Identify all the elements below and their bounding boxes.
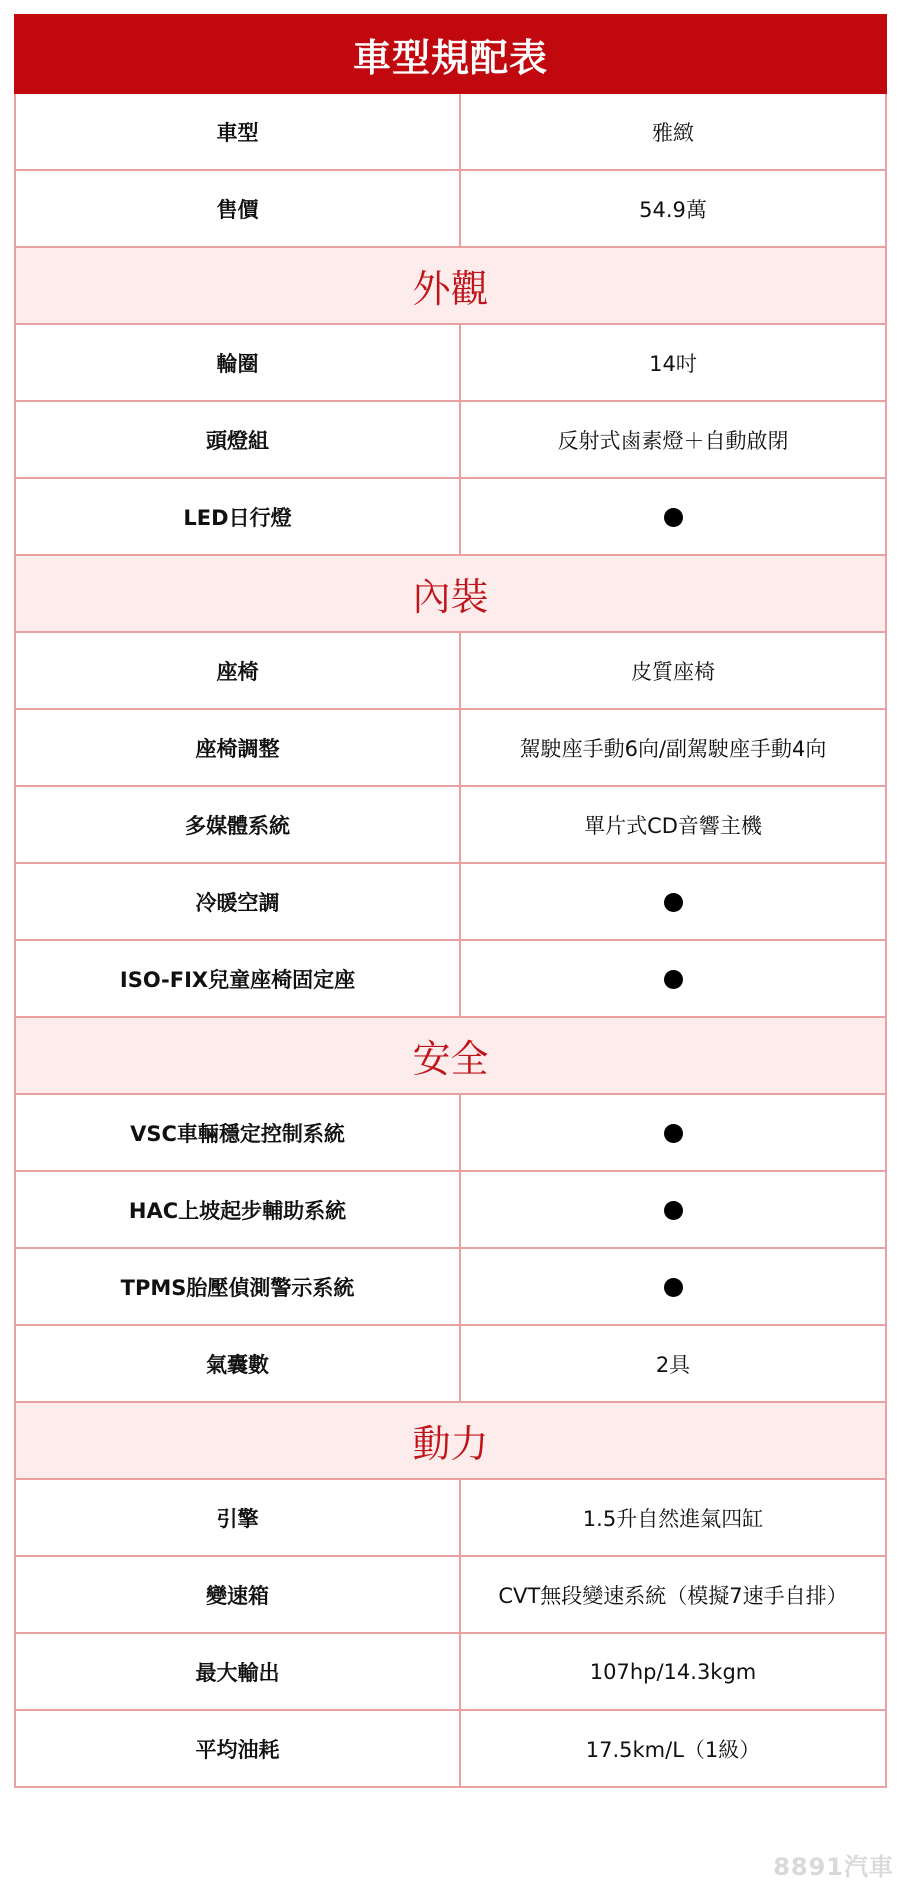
section-title: 外觀 bbox=[15, 247, 886, 324]
table-row bbox=[15, 1556, 886, 1633]
row-label: 引擎 bbox=[15, 1479, 460, 1556]
row-label: 售價 bbox=[15, 170, 460, 247]
row-label: 座椅調整 bbox=[15, 709, 460, 786]
section-title: 內裝 bbox=[15, 555, 886, 632]
row-value: 54.9萬 bbox=[460, 170, 886, 247]
equipped-dot-icon bbox=[664, 893, 683, 912]
row-value: 單片式CD音響主機 bbox=[460, 786, 886, 863]
row-label: 冷暖空調 bbox=[15, 863, 460, 940]
table-row bbox=[15, 1171, 886, 1248]
row-value: 2具 bbox=[460, 1325, 886, 1402]
table-row bbox=[15, 863, 886, 940]
table-title: 車型規配表 bbox=[15, 15, 886, 93]
row-value: 1.5升自然進氣四缸 bbox=[460, 1479, 886, 1556]
table-row bbox=[15, 786, 886, 863]
equipped-dot-icon bbox=[664, 1278, 683, 1297]
section-header-safety bbox=[15, 1017, 886, 1094]
table-row bbox=[15, 632, 886, 709]
section-header-powertrain bbox=[15, 1402, 886, 1479]
row-label: VSC車輛穩定控制系統 bbox=[15, 1094, 460, 1171]
row-label: 車型 bbox=[15, 93, 460, 170]
row-value bbox=[460, 1094, 886, 1171]
row-label: HAC上坡起步輔助系統 bbox=[15, 1171, 460, 1248]
table-row bbox=[15, 940, 886, 1017]
equipped-dot-icon bbox=[664, 1201, 683, 1220]
row-label: 多媒體系統 bbox=[15, 786, 460, 863]
row-value: 皮質座椅 bbox=[460, 632, 886, 709]
row-value: CVT無段變速系統（模擬7速手自排） bbox=[460, 1556, 886, 1633]
row-value: 17.5km/L（1級） bbox=[460, 1710, 886, 1787]
row-label: 最大輸出 bbox=[15, 1633, 460, 1710]
row-label: 輪圈 bbox=[15, 324, 460, 401]
row-value: 14吋 bbox=[460, 324, 886, 401]
row-value bbox=[460, 478, 886, 555]
title-row bbox=[15, 15, 886, 93]
section-title: 安全 bbox=[15, 1017, 886, 1094]
row-value: 107hp/14.3kgm bbox=[460, 1633, 886, 1710]
row-value bbox=[460, 1171, 886, 1248]
table-row bbox=[15, 93, 886, 170]
table-row bbox=[15, 709, 886, 786]
section-header-interior bbox=[15, 555, 886, 632]
row-value: 反射式鹵素燈＋自動啟閉 bbox=[460, 401, 886, 478]
table-row bbox=[15, 1633, 886, 1710]
row-label: 頭燈組 bbox=[15, 401, 460, 478]
table-row bbox=[15, 170, 886, 247]
table-row bbox=[15, 1479, 886, 1556]
watermark-logo: 8891汽車 bbox=[773, 1853, 894, 1881]
table-row bbox=[15, 401, 886, 478]
row-value bbox=[460, 940, 886, 1017]
row-label: ISO-FIX兒童座椅固定座 bbox=[15, 940, 460, 1017]
equipped-dot-icon bbox=[664, 1124, 683, 1143]
equipped-dot-icon bbox=[664, 508, 683, 527]
row-label: LED日行燈 bbox=[15, 478, 460, 555]
row-label: 氣囊數 bbox=[15, 1325, 460, 1402]
spec-table bbox=[14, 14, 887, 1788]
row-value bbox=[460, 863, 886, 940]
table-row bbox=[15, 1248, 886, 1325]
table-row bbox=[15, 1710, 886, 1787]
row-value: 雅緻 bbox=[460, 93, 886, 170]
row-value: 駕駛座手動6向/副駕駛座手動4向 bbox=[460, 709, 886, 786]
row-value bbox=[460, 1248, 886, 1325]
table-row bbox=[15, 1094, 886, 1171]
equipped-dot-icon bbox=[664, 970, 683, 989]
row-label: 平均油耗 bbox=[15, 1710, 460, 1787]
table-row bbox=[15, 324, 886, 401]
row-label: 座椅 bbox=[15, 632, 460, 709]
row-label: 變速箱 bbox=[15, 1556, 460, 1633]
row-label: TPMS胎壓偵測警示系統 bbox=[15, 1248, 460, 1325]
section-header-exterior bbox=[15, 247, 886, 324]
table-row bbox=[15, 1325, 886, 1402]
table-row bbox=[15, 478, 886, 555]
section-title: 動力 bbox=[15, 1402, 886, 1479]
